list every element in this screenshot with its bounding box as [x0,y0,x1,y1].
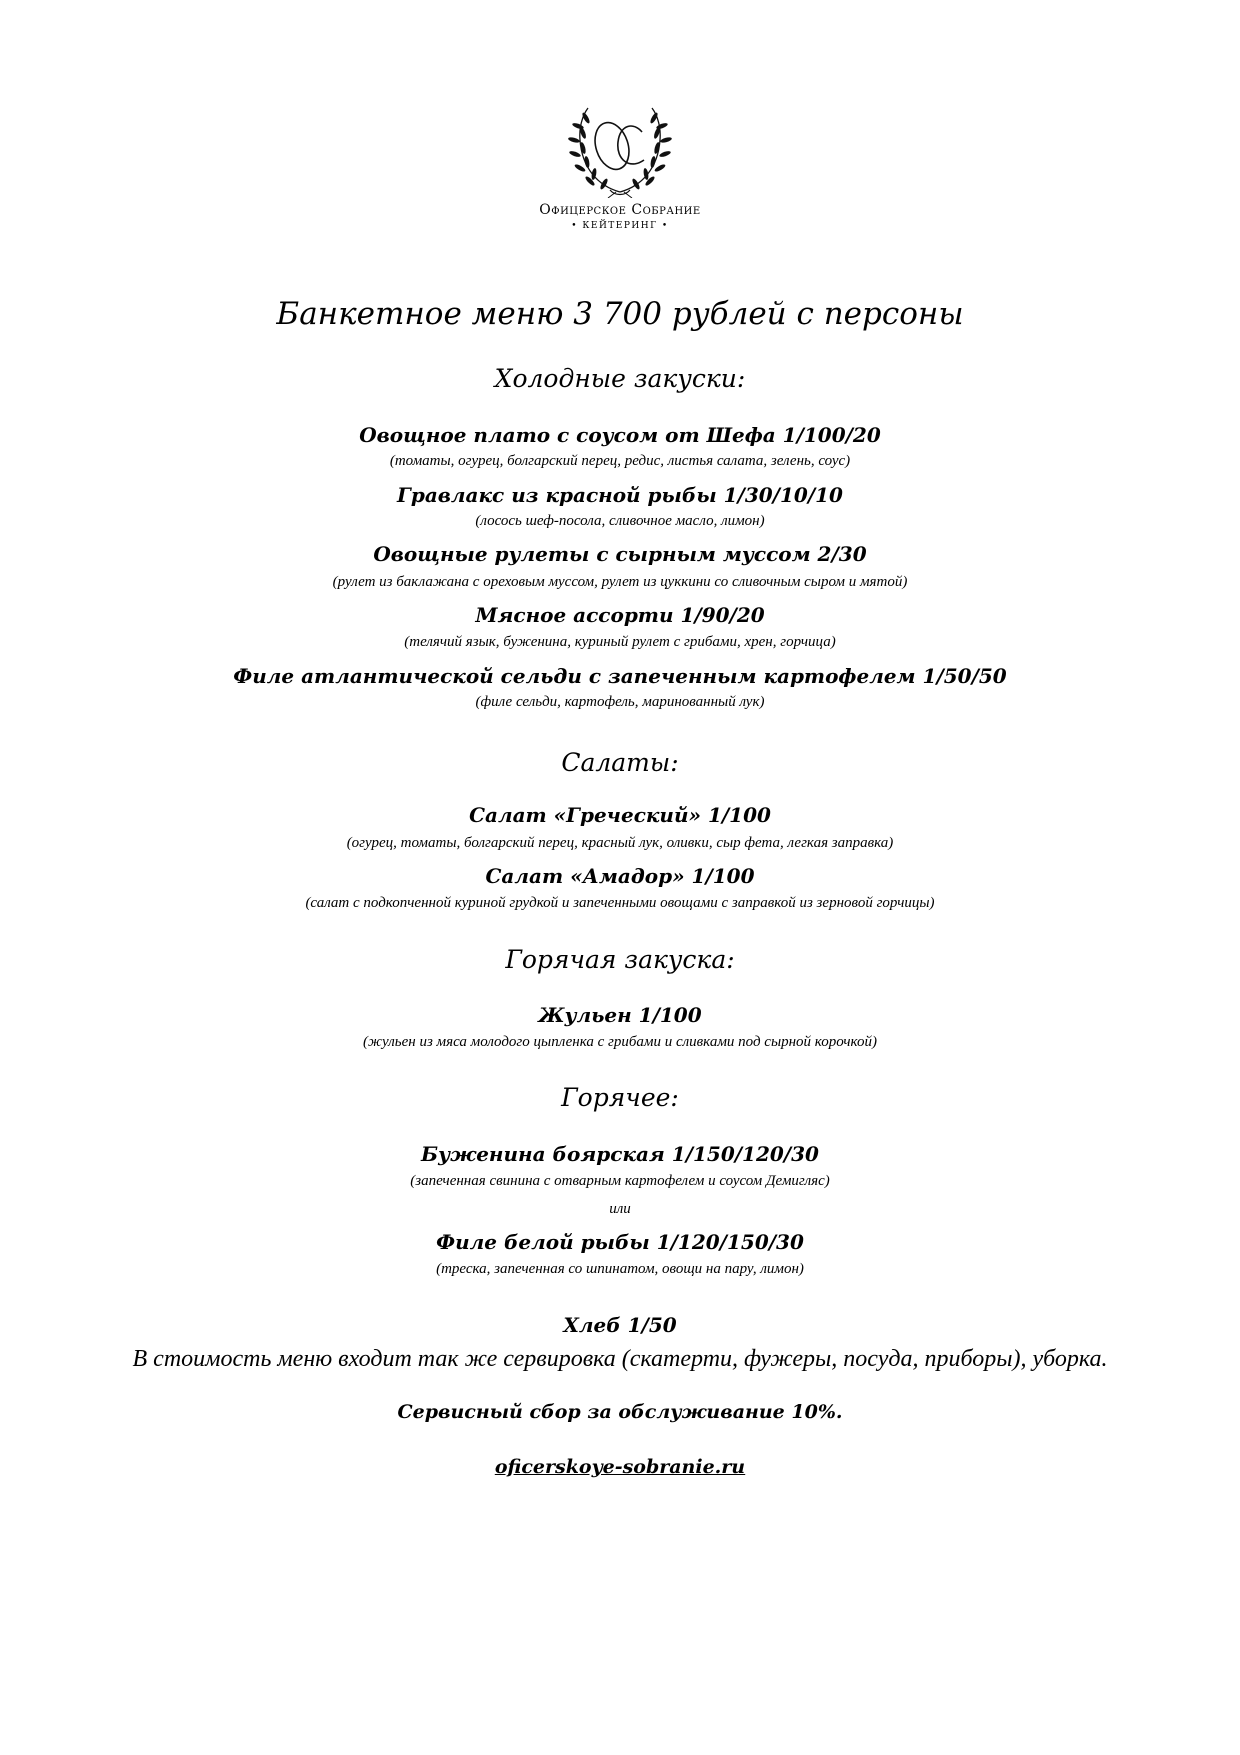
dish-name: Мясное ассорти 1/90/20 [475,603,765,627]
dish-name: Овощное плато с соусом от Шефа 1/100/20 [359,423,881,447]
dish-name: Филе атлантической сельди с запеченным картофелем 1/50/50 [233,664,1007,688]
logo-subtitle: • КЕЙТЕРИНГ • [571,221,669,231]
service-included-note: В стоимость меню входит так же сервировка (скатерти, фужеры, посуда, приборы), уборка. [132,1346,1108,1372]
website-link-line [0,1456,1240,1478]
section-heading-hot-starter: Горячая закуска: [505,945,735,974]
logo [520,106,720,240]
logo-name: Офицерское Собрание [539,202,701,218]
dish-name: Филе белой рыбы 1/120/150/30 [436,1230,804,1254]
dish-description: (салат с подкопченной куриной грудкой и запеченными овощами с заправкой из зерновой горчицы) [305,895,935,911]
dish-name: Гравлакс из красной рыбы 1/30/10/10 [397,483,843,507]
dish-description: (телячий язык, буженина, куриный рулет с грибами, хрен, горчица) [404,634,836,650]
section-heading-salads: Салаты: [561,748,679,777]
dish-name: Овощные рулеты с сырным муссом 2/30 [373,542,867,566]
section-heading-hot: Горячее: [561,1083,679,1112]
dish-name: Жульен 1/100 [538,1003,702,1027]
service-fee-note: Сервисный сбор за обслуживание 10%. [397,1401,843,1423]
dish-description: (жульен из мяса молодого цыпленка с грибами и сливками под сырной корочкой) [363,1034,877,1050]
menu-title: Банкетное меню 3 700 рублей с персоны [276,296,964,332]
section-heading-cold: Холодные закуски: [494,364,746,393]
dish-description: (лосось шеф-посола, сливочное масло, лимон) [475,513,765,529]
dish-name: Салат «Амадор» 1/100 [485,864,755,888]
dish-description: (треска, запеченная со шпинатом, овощи на пару, лимон) [436,1261,804,1277]
dish-name: Салат «Греческий» 1/100 [469,803,771,827]
dish-description: (запеченная свинина с отварным картофелем и соусом Демигляс) [410,1173,830,1189]
laurel-monogram-icon [560,106,680,198]
dish-name: Буженина боярская 1/150/120/30 [421,1142,819,1166]
dish-description: (филе сельди, картофель, маринованный лук) [475,694,765,710]
dish-description: (томаты, огурец, болгарский перец, редис, листья салата, зелень, соус) [389,453,851,469]
dish-description: (огурец, томаты, болгарский перец, красный лук, оливки, сыр фета, легкая заправка) [346,835,894,851]
alternative-separator: или [609,1201,631,1217]
website-link[interactable]: oficerskoye-sobranie.ru [494,1456,746,1478]
bread-item: Хлеб 1/50 [563,1313,677,1337]
dish-description: (рулет из баклажана с ореховым муссом, рулет из цуккини со сливочным сыром и мятой) [332,574,908,590]
